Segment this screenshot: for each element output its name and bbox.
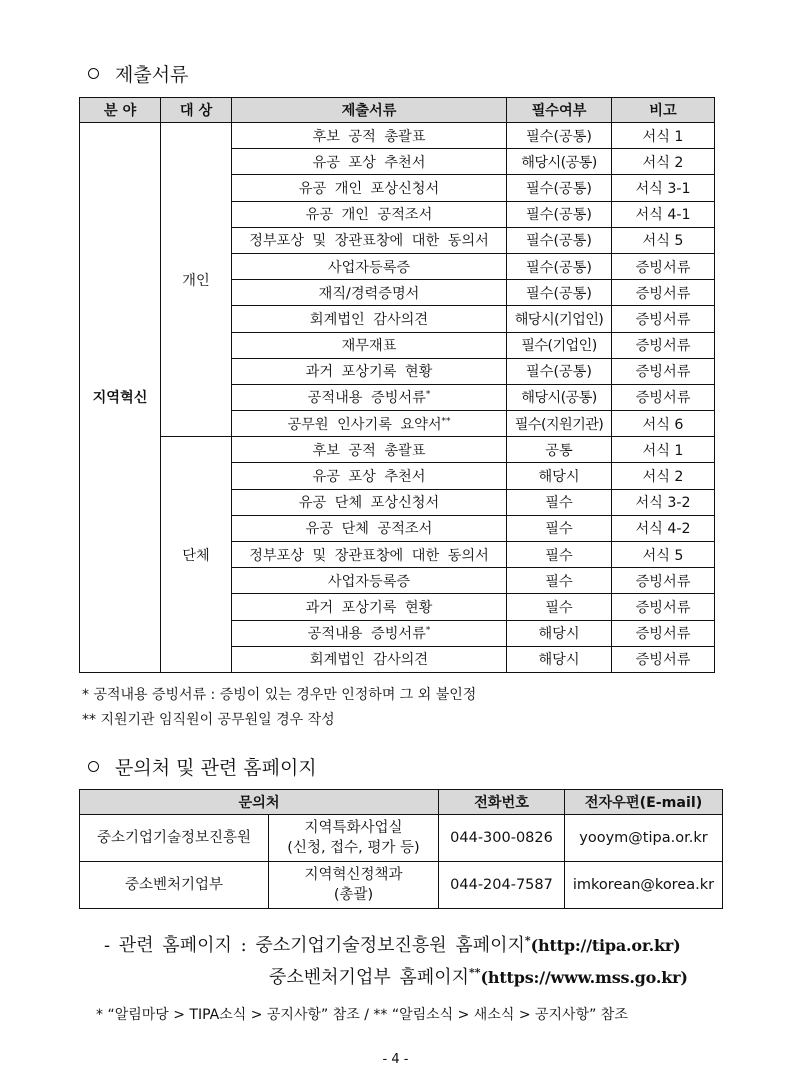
footnote-mark: * xyxy=(524,934,531,947)
document-cell xyxy=(232,149,507,175)
document-cell xyxy=(232,280,507,306)
document-cell xyxy=(232,515,507,541)
document-name: 정부포상 및 장관표창에 대한 동의서 xyxy=(249,547,489,564)
document-name: 재무재표 xyxy=(341,338,397,355)
remark-cell: 서식 2 xyxy=(612,149,715,175)
table-row xyxy=(80,862,723,909)
remark-cell: 증빙서류 xyxy=(612,280,715,306)
contact-org: 중소기업기술정보진흥원 xyxy=(80,815,269,862)
required-cell: 필수(공통) xyxy=(507,227,612,253)
required-cell: 공통 xyxy=(507,437,612,463)
contact-email[interactable]: yooym@tipa.or.kr xyxy=(565,815,723,862)
required-cell: 해당시(공통) xyxy=(507,384,612,410)
required-cell: 필수 xyxy=(507,542,612,568)
required-cell: 필수(공통) xyxy=(507,280,612,306)
document-name: 유공 포상 추천서 xyxy=(312,154,426,171)
remark-cell: 서식 3-2 xyxy=(612,489,715,515)
section-title-text: 문의처 및 관련 홈페이지 xyxy=(115,757,317,779)
homepage-line-tipa xyxy=(104,931,681,957)
page-number: - 4 - xyxy=(382,1052,409,1067)
required-cell: 해당시 xyxy=(507,463,612,489)
required-cell: 필수(기업인) xyxy=(507,332,612,358)
remark-cell: 서식 5 xyxy=(612,227,715,253)
required-cell: 필수(공통) xyxy=(507,253,612,279)
document-cell xyxy=(232,646,507,672)
contact-dept xyxy=(269,815,439,862)
contact-org: 중소벤처기업부 xyxy=(80,862,269,909)
header-required: 필수여부 xyxy=(507,98,612,123)
header-phone: 전화번호 xyxy=(439,790,565,815)
documents-table xyxy=(79,97,715,673)
required-cell: 해당시(공통) xyxy=(507,149,612,175)
table-row xyxy=(80,123,715,149)
footnote-mark: * xyxy=(425,625,431,636)
homepage-line-mss xyxy=(269,963,688,989)
table-header-row xyxy=(80,98,715,123)
remark-cell: 서식 1 xyxy=(612,123,715,149)
remark-cell: 증빙서류 xyxy=(612,384,715,410)
footnote-mark: ** xyxy=(469,966,481,979)
documents-table-body xyxy=(80,123,715,673)
contact-header-row xyxy=(80,790,723,815)
footnote-evidence: * 공적내용 증빙서류 : 증빙이 있는 경우만 인정하며 그 외 불인정 xyxy=(82,687,477,703)
remark-cell: 서식 4-2 xyxy=(612,515,715,541)
remark-cell: 증빙서류 xyxy=(612,332,715,358)
required-cell: 필수 xyxy=(507,568,612,594)
tipa-homepage-link[interactable]: (http://tipa.or.kr) xyxy=(530,936,681,955)
document-name: 후보 공적 총괄표 xyxy=(312,442,426,459)
contact-table xyxy=(79,789,723,909)
header-target: 대 상 xyxy=(161,98,232,123)
document-cell xyxy=(232,384,507,410)
circle-bullet-icon xyxy=(88,761,99,772)
circle-bullet-icon xyxy=(88,68,99,79)
footnote-mark: * xyxy=(425,389,431,400)
remark-cell: 증빙서류 xyxy=(612,620,715,646)
required-cell: 필수(공통) xyxy=(507,201,612,227)
target-cell: 단체 xyxy=(161,437,232,673)
required-cell: 필수(공통) xyxy=(507,358,612,384)
header-field: 분 야 xyxy=(80,98,161,123)
document-name: 재직/경력증명서 xyxy=(318,285,420,302)
homepage-label: 중소벤처기업부 홈페이지 xyxy=(269,967,469,988)
required-cell: 해당시(기업인) xyxy=(507,306,612,332)
document-cell xyxy=(232,568,507,594)
table-row xyxy=(80,815,723,862)
remark-cell: 증빙서류 xyxy=(612,306,715,332)
contact-phone: 044-300-0826 xyxy=(439,815,565,862)
document-name: 공적내용 증빙서류 xyxy=(307,390,426,407)
contact-dept-name: 지역혁신정책과 xyxy=(304,867,403,883)
remark-cell: 서식 1 xyxy=(612,437,715,463)
document-cell xyxy=(232,463,507,489)
document-cell xyxy=(232,620,507,646)
required-cell: 필수(공통) xyxy=(507,123,612,149)
document-cell xyxy=(232,175,507,201)
remark-cell: 서식 3-1 xyxy=(612,175,715,201)
document-cell xyxy=(232,437,507,463)
remark-cell: 증빙서류 xyxy=(612,594,715,620)
document-name: 유공 개인 공적조서 xyxy=(305,207,433,224)
required-cell: 필수 xyxy=(507,594,612,620)
target-cell: 개인 xyxy=(161,123,232,437)
remark-cell: 서식 2 xyxy=(612,463,715,489)
document-name: 공무원 인사기록 요약서 xyxy=(287,416,442,433)
required-cell: 필수 xyxy=(507,489,612,515)
remark-cell: 서식 5 xyxy=(612,542,715,568)
remark-cell: 증빙서류 xyxy=(612,253,715,279)
document-cell xyxy=(232,227,507,253)
document-cell xyxy=(232,253,507,279)
document-cell xyxy=(232,489,507,515)
required-cell: 해당시 xyxy=(507,620,612,646)
table-row xyxy=(80,437,715,463)
document-name: 회계법인 감사의견 xyxy=(309,311,429,328)
required-cell: 필수(지원기관) xyxy=(507,411,612,437)
document-cell xyxy=(232,201,507,227)
header-contact: 문의처 xyxy=(80,790,439,815)
document-name: 유공 단체 포상신청서 xyxy=(298,495,440,512)
document-name: 유공 개인 포상신청서 xyxy=(298,180,440,197)
header-email: 전자우편(E-mail) xyxy=(565,790,723,815)
header-document: 제출서류 xyxy=(232,98,507,123)
header-remark: 비고 xyxy=(612,98,715,123)
document-name: 유공 단체 공적조서 xyxy=(305,521,433,538)
homepage-label: - 관련 홈페이지 : 중소기업기술정보진흥원 홈페이지 xyxy=(104,935,525,956)
remark-cell: 증빙서류 xyxy=(612,568,715,594)
document-name: 과거 포상기록 현황 xyxy=(305,599,433,616)
required-cell: 해당시 xyxy=(507,646,612,672)
document-name: 과거 포상기록 현황 xyxy=(305,364,433,381)
contact-dept xyxy=(269,862,439,909)
section-title-documents xyxy=(88,60,188,87)
document-cell xyxy=(232,358,507,384)
field-cell: 지역혁신 xyxy=(80,123,161,673)
section-title-text: 제출서류 xyxy=(115,64,189,86)
remark-cell: 증빙서류 xyxy=(612,646,715,672)
contact-dept-role: (총괄) xyxy=(333,887,374,903)
section-title-contact xyxy=(88,753,317,780)
document-name: 후보 공적 총괄표 xyxy=(312,128,426,145)
document-name: 유공 포상 추천서 xyxy=(312,469,426,486)
footnote-public-official: ** 지원기관 임직원이 공무원일 경우 작성 xyxy=(82,712,335,728)
remark-cell: 증빙서류 xyxy=(612,358,715,384)
remark-cell: 서식 6 xyxy=(612,411,715,437)
contact-email[interactable]: imkorean@korea.kr xyxy=(565,862,723,909)
document-name: 회계법인 감사의견 xyxy=(309,652,429,669)
document-cell xyxy=(232,306,507,332)
document-name: 사업자등록증 xyxy=(327,259,411,276)
homepage-reference-note: * “알림마당 > TIPA소식 > 공지사항” 참조 / ** “알림소식 > 새소식 > 공지사항” 참조 xyxy=(96,1007,628,1023)
contact-dept-role: (신청, 접수, 평가 등) xyxy=(287,840,420,856)
document-cell xyxy=(232,594,507,620)
mss-homepage-link[interactable]: (https://www.mss.go.kr) xyxy=(480,968,688,987)
required-cell: 필수(공통) xyxy=(507,175,612,201)
document-cell xyxy=(232,332,507,358)
remark-cell: 서식 4-1 xyxy=(612,201,715,227)
footnote-mark: ** xyxy=(441,415,451,426)
document-name: 공적내용 증빙서류 xyxy=(307,626,426,643)
required-cell: 필수 xyxy=(507,515,612,541)
contact-dept-name: 지역특화사업실 xyxy=(304,820,403,836)
document-name: 정부포상 및 장관표창에 대한 동의서 xyxy=(249,233,489,250)
document-cell xyxy=(232,123,507,149)
document-cell xyxy=(232,411,507,437)
document-name: 사업자등록증 xyxy=(327,573,411,590)
contact-phone: 044-204-7587 xyxy=(439,862,565,909)
document-cell xyxy=(232,542,507,568)
